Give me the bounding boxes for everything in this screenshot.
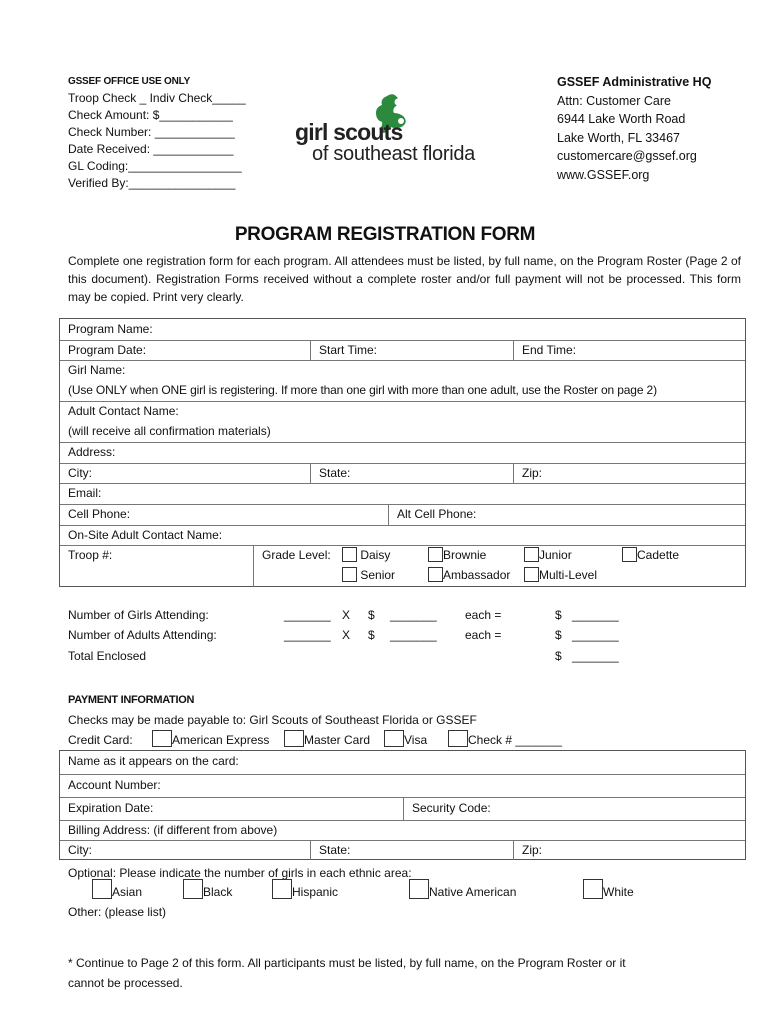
program-name-label: Program Name:: [68, 322, 153, 336]
total-enclosed-label: Total Enclosed: [68, 649, 147, 663]
adults-attending-label: Number of Adults Attending:: [68, 628, 217, 642]
adults-count-blank[interactable]: _______: [284, 628, 331, 642]
billing-address-label: Billing Address: (if different from above): [68, 823, 278, 837]
girl-name-row[interactable]: [60, 360, 745, 402]
junior-option[interactable]: [524, 545, 572, 565]
hq-address-block: [557, 73, 711, 184]
end-time-field[interactable]: End Time:: [513, 340, 745, 360]
address-label: Address:: [68, 445, 116, 459]
junior-label: Junior: [539, 548, 572, 562]
adults-dollar: $: [368, 628, 375, 642]
adults-total-blank[interactable]: _______: [572, 628, 619, 642]
white-checkbox[interactable]: [583, 879, 603, 899]
hispanic-label: Hispanic: [292, 885, 339, 899]
logo-line-2: of southeast florida: [312, 143, 475, 165]
footer-line-1: * Continue to Page 2 of this form. All participants must be listed, by full name, on the Program Roster or it: [68, 956, 626, 970]
logo-line-1: girl scouts: [295, 119, 403, 145]
visa-label: Visa: [404, 733, 428, 747]
account-number-row[interactable]: [60, 774, 745, 798]
mastercard-checkbox[interactable]: [284, 730, 304, 747]
brownie-checkbox[interactable]: [428, 547, 443, 562]
black-checkbox[interactable]: [183, 879, 203, 899]
check-number-line: Check Number: ____________: [68, 125, 235, 139]
program-name-row[interactable]: [60, 319, 745, 341]
adult-contact-cell: [60, 401, 745, 442]
brownie-label: Brownie: [443, 548, 487, 562]
mastercard-option[interactable]: [284, 730, 370, 750]
girls-attending-label: Number of Girls Attending:: [68, 608, 209, 622]
intro-paragraph: Complete one registration form for each program. All attendees must be listed, by full name, on the Program Roster (Page 2 of this document). Registration Forms received without a complete roster and/or full payment will not be processed. This form may be copied. Print very clearly.: [68, 254, 741, 304]
hq-attn: Attn: Customer Care: [557, 93, 671, 108]
daisy-checkbox[interactable]: [342, 547, 357, 562]
expiration-row: [60, 797, 745, 821]
check-label: Check # _______: [468, 733, 563, 747]
city-field[interactable]: City:: [68, 466, 92, 480]
daisy-option[interactable]: [342, 545, 390, 565]
gl-coding-line: GL Coding:_________________: [68, 159, 242, 173]
adults-price-blank[interactable]: _______: [390, 628, 437, 642]
adults-x: X: [342, 628, 351, 642]
footer-note: [68, 953, 626, 993]
credit-card-label: Credit Card:: [68, 733, 133, 747]
date-received-line: Date Received: ____________: [68, 142, 234, 156]
adults-each: each =: [465, 628, 502, 642]
white-label: White: [603, 885, 634, 899]
girls-total-dollar: $: [555, 608, 562, 622]
phone-row: [60, 504, 745, 526]
asian-label: Asian: [112, 885, 143, 899]
girl-name-cell: [60, 360, 745, 401]
billing-city-field[interactable]: City:: [68, 843, 92, 857]
hispanic-checkbox[interactable]: [272, 879, 292, 899]
visa-option[interactable]: [384, 730, 427, 750]
girl-name-label: Girl Name:: [68, 363, 126, 377]
black-option[interactable]: [183, 879, 232, 902]
account-number-label: Account Number:: [68, 778, 161, 792]
troop-check-line: Troop Check _ Indiv Check_____: [68, 91, 246, 105]
hq-city: Lake Worth, FL 33467: [557, 130, 680, 145]
ethnic-prompt: Optional: Please indicate the number of girls in each ethnic area:: [68, 866, 412, 880]
city-row: [60, 463, 745, 484]
native-american-checkbox[interactable]: [409, 879, 429, 899]
billing-zip-field[interactable]: Zip:: [513, 840, 745, 860]
billing-address-row[interactable]: [60, 820, 745, 841]
program-date-field[interactable]: Program Date:: [68, 343, 147, 357]
ambassador-option[interactable]: [428, 565, 510, 585]
adult-contact-label: Adult Contact Name:: [68, 404, 179, 418]
grade-level-label: Grade Level:: [262, 548, 331, 562]
expiration-field[interactable]: Expiration Date:: [68, 801, 154, 815]
asian-checkbox[interactable]: [92, 879, 112, 899]
hq-website: www.GSSEF.org: [557, 167, 650, 182]
girls-price-blank[interactable]: _______: [390, 608, 437, 622]
payment-section: [68, 692, 477, 728]
security-code-field[interactable]: Security Code:: [403, 797, 745, 820]
multi-level-checkbox[interactable]: [524, 567, 539, 582]
girls-count-blank[interactable]: _______: [284, 608, 331, 622]
payable-note: Checks may be made payable to: Girl Scouts of Southeast Florida or GSSEF: [68, 713, 477, 727]
cell-phone-field[interactable]: Cell Phone:: [68, 507, 131, 521]
email-row[interactable]: [60, 483, 745, 505]
payment-heading: PAYMENT INFORMATION: [68, 694, 195, 706]
total-enclosed-dollar: $: [555, 649, 562, 663]
program-date-row: [60, 340, 745, 361]
asian-option[interactable]: [92, 879, 142, 902]
name-on-card-row[interactable]: [60, 751, 745, 775]
senior-option[interactable]: [342, 565, 395, 585]
ambassador-checkbox[interactable]: [428, 567, 443, 582]
adult-contact-note: (will receive all confirmation materials): [68, 424, 271, 438]
other-ethnic-label: Other: (please list): [68, 905, 167, 919]
grade-level-cell: [253, 545, 745, 587]
adults-total-dollar: $: [555, 628, 562, 642]
credit-card-line: [68, 732, 133, 748]
alt-cell-phone-field[interactable]: Alt Cell Phone:: [388, 504, 745, 525]
start-time-field[interactable]: Start Time:: [310, 340, 513, 360]
girls-each: each =: [465, 608, 502, 622]
onsite-contact-row[interactable]: [60, 525, 745, 546]
email-label: Email:: [68, 486, 102, 500]
adult-contact-row[interactable]: [60, 401, 745, 443]
ambassador-label: Ambassador: [443, 568, 511, 582]
verified-by-line: Verified By:________________: [68, 176, 236, 190]
hispanic-option[interactable]: [272, 879, 338, 902]
office-use-block: [68, 73, 246, 192]
native-american-label: Native American: [429, 885, 517, 899]
hq-heading: GSSEF Administrative HQ: [557, 75, 712, 89]
check-checkbox[interactable]: [448, 730, 468, 747]
black-label: Black: [203, 885, 233, 899]
hq-street: 6944 Lake Worth Road: [557, 112, 686, 126]
daisy-label: Daisy: [360, 548, 391, 562]
payment-table: [59, 750, 746, 860]
footer-line-2: cannot be processed.: [68, 976, 183, 990]
girls-x: X: [342, 608, 351, 622]
amex-label: American Express: [172, 733, 270, 747]
multi-level-label: Multi-Level: [539, 568, 598, 582]
form-title: PROGRAM REGISTRATION FORM: [234, 224, 536, 245]
check-amount-line: Check Amount: $___________: [68, 108, 233, 122]
address-row[interactable]: [60, 442, 745, 464]
billing-state-field[interactable]: State:: [310, 840, 513, 860]
visa-checkbox[interactable]: [384, 730, 404, 747]
senior-checkbox[interactable]: [342, 567, 357, 582]
state-field[interactable]: State:: [310, 463, 513, 483]
amex-option[interactable]: [152, 730, 269, 750]
cadette-label: Cadette: [637, 548, 680, 562]
troop-number-field[interactable]: Troop #:: [68, 548, 113, 562]
girls-dollar: $: [368, 608, 375, 622]
multi-level-option[interactable]: [524, 565, 597, 585]
total-enclosed-blank[interactable]: _______: [572, 649, 619, 663]
amex-checkbox[interactable]: [152, 730, 172, 747]
white-option[interactable]: [583, 879, 634, 902]
zip-field[interactable]: Zip:: [513, 463, 745, 483]
check-option[interactable]: [448, 730, 562, 750]
billing-city-row: [60, 840, 745, 860]
troop-grade-row: [60, 545, 745, 587]
registration-table: [59, 318, 746, 587]
girls-total-blank[interactable]: _______: [572, 608, 619, 622]
hq-email: customercare@gssef.org: [557, 149, 697, 163]
girl-name-note: (Use ONLY when ONE girl is registering. If more than one girl with more than one adult, use the Roster on page 2): [68, 383, 657, 397]
office-use-heading: GSSEF OFFICE USE ONLY: [68, 76, 191, 87]
name-on-card-label: Name as it appears on the card:: [68, 754, 239, 768]
brownie-option[interactable]: [428, 545, 486, 565]
native-american-option[interactable]: [409, 879, 516, 902]
onsite-contact-label: On-Site Adult Contact Name:: [68, 528, 223, 542]
senior-label: Senior: [360, 568, 396, 582]
mastercard-label: Master Card: [304, 733, 371, 747]
cadette-checkbox[interactable]: [622, 547, 637, 562]
girl-scouts-logo: [295, 92, 495, 172]
cadette-option[interactable]: [622, 545, 679, 565]
junior-checkbox[interactable]: [524, 547, 539, 562]
